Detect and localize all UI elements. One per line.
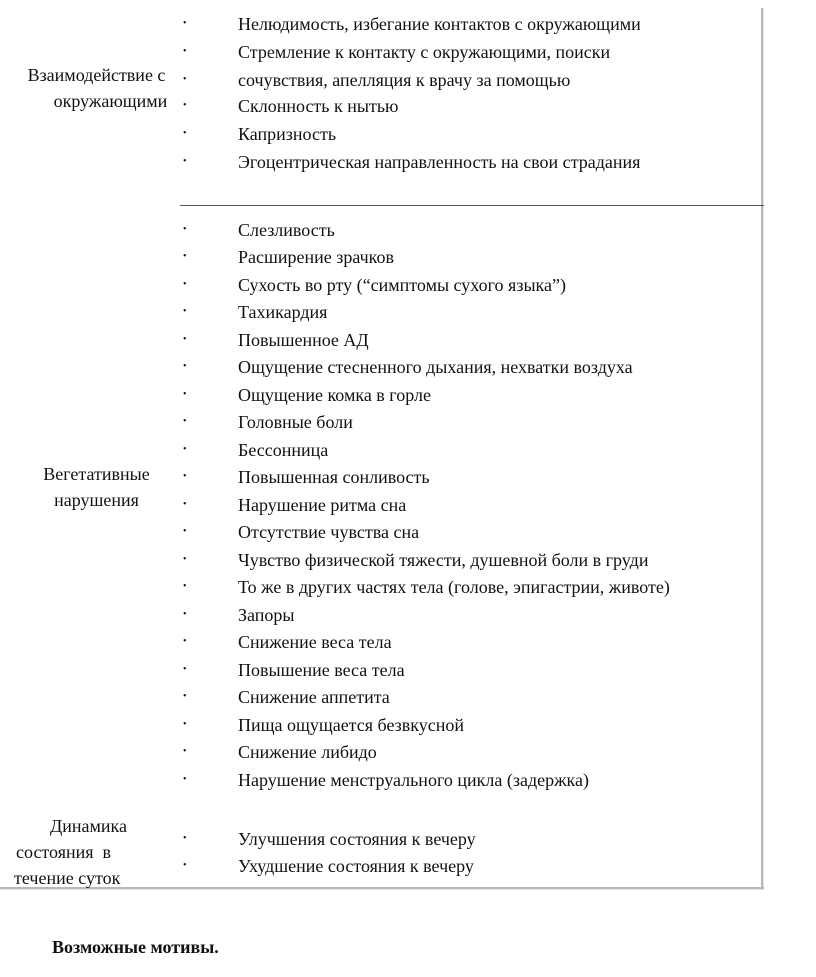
list-item: • То же в других частях тела (голове, эпигастрии, животе) bbox=[0, 573, 740, 601]
bullet-icon: • bbox=[183, 774, 187, 785]
list-item: • Снижение аппетита bbox=[0, 683, 740, 711]
row-label-line: течение суток bbox=[14, 868, 121, 888]
list-item: • Слезливость bbox=[0, 216, 740, 244]
list-item: • Улучшения состояния к вечеру bbox=[0, 825, 740, 853]
bullet-icon: • bbox=[183, 581, 187, 592]
bullet-icon: • bbox=[183, 224, 187, 235]
list-item: • Ощущение стесненного дыхания, нехватки воздуха bbox=[0, 353, 740, 381]
bullet-icon: • bbox=[183, 719, 187, 730]
bullet-icon: • bbox=[183, 636, 187, 647]
list-item: • Сухость во рту (“симптомы сухого языка”) bbox=[0, 271, 740, 299]
section-heading: Возможные мотивы. bbox=[52, 937, 219, 957]
bullet-icon: • bbox=[183, 279, 187, 290]
list-item: • Повышение веса тела bbox=[0, 656, 740, 684]
row-label-line: состояния в bbox=[16, 842, 112, 862]
bullet-icon: • bbox=[183, 416, 187, 427]
list-item: • Повышенная сонливость bbox=[0, 463, 740, 491]
list-item: • Бессонница bbox=[0, 436, 740, 464]
bullet-icon: • bbox=[183, 306, 187, 317]
bullet-icon: • bbox=[183, 664, 187, 675]
row-label-line: Динамика bbox=[49, 816, 128, 836]
list-item: • сочувствия, апелляция к врачу за помощью bbox=[0, 66, 740, 94]
list-item: • Нелюдимость, избегание контактов с окружающими bbox=[0, 10, 740, 38]
list-item: • Нарушение менструального цикла (задержка) bbox=[0, 766, 740, 794]
bullet-icon: • bbox=[183, 128, 187, 139]
bullet-icon: • bbox=[183, 691, 187, 702]
list-item: • Капризность bbox=[0, 120, 740, 148]
row-label-line: Вегетативные bbox=[43, 464, 150, 484]
bullet-icon: • bbox=[183, 389, 187, 400]
bullet-icon: • bbox=[183, 46, 187, 57]
list-item: • Пища ощущается безвкусной bbox=[0, 711, 740, 739]
list-item: • Склонность к нытью bbox=[0, 92, 740, 120]
list-item: • Эгоцентрическая направленность на свои страдания bbox=[0, 148, 740, 176]
list-item: • Головные боли bbox=[0, 408, 740, 436]
row-divider bbox=[180, 205, 764, 206]
list-item: • Отсутствие чувства сна bbox=[0, 518, 740, 546]
list-item: • Чувство физической тяжести, душевной боли в груди bbox=[0, 546, 740, 574]
list-item: • Ощущение комка в горле bbox=[0, 381, 740, 409]
list-item: • Снижение либидо bbox=[0, 738, 740, 766]
list-item: • Тахикардия bbox=[0, 298, 740, 326]
list-item: • Снижение веса тела bbox=[0, 628, 740, 656]
bullet-icon: • bbox=[183, 361, 187, 372]
bullet-icon: • bbox=[183, 471, 187, 482]
row-label-line: окружающими bbox=[53, 91, 168, 111]
bullet-icon: • bbox=[183, 74, 187, 85]
bullet-icon: • bbox=[183, 18, 187, 29]
list-item: • Повышенное АД bbox=[0, 326, 740, 354]
list-item: • Нарушение ритма сна bbox=[0, 491, 740, 519]
bullet-icon: • bbox=[183, 100, 187, 111]
bullet-icon: • bbox=[183, 833, 187, 844]
bullet-icon: • bbox=[183, 554, 187, 565]
bullet-icon: • bbox=[183, 499, 187, 510]
bullet-icon: • bbox=[183, 444, 187, 455]
table-right-border-shadow bbox=[763, 8, 764, 888]
bullet-icon: • bbox=[183, 251, 187, 262]
bullet-icon: • bbox=[183, 860, 187, 871]
row-label-line: Взаимодействие с bbox=[27, 65, 166, 85]
row-label-line: нарушения bbox=[54, 490, 139, 510]
bullet-icon: • bbox=[183, 334, 187, 345]
bullet-icon: • bbox=[183, 156, 187, 167]
list-item: • Расширение зрачков bbox=[0, 243, 740, 271]
list-item: • Стремление к контакту с окружающими, поиски bbox=[0, 38, 740, 66]
bullet-icon: • bbox=[183, 609, 187, 620]
list-item: • Ухудшение состояния к вечеру bbox=[0, 852, 740, 880]
list-item: • Запоры bbox=[0, 601, 740, 629]
bullet-icon: • bbox=[183, 746, 187, 757]
bullet-icon: • bbox=[183, 526, 187, 537]
